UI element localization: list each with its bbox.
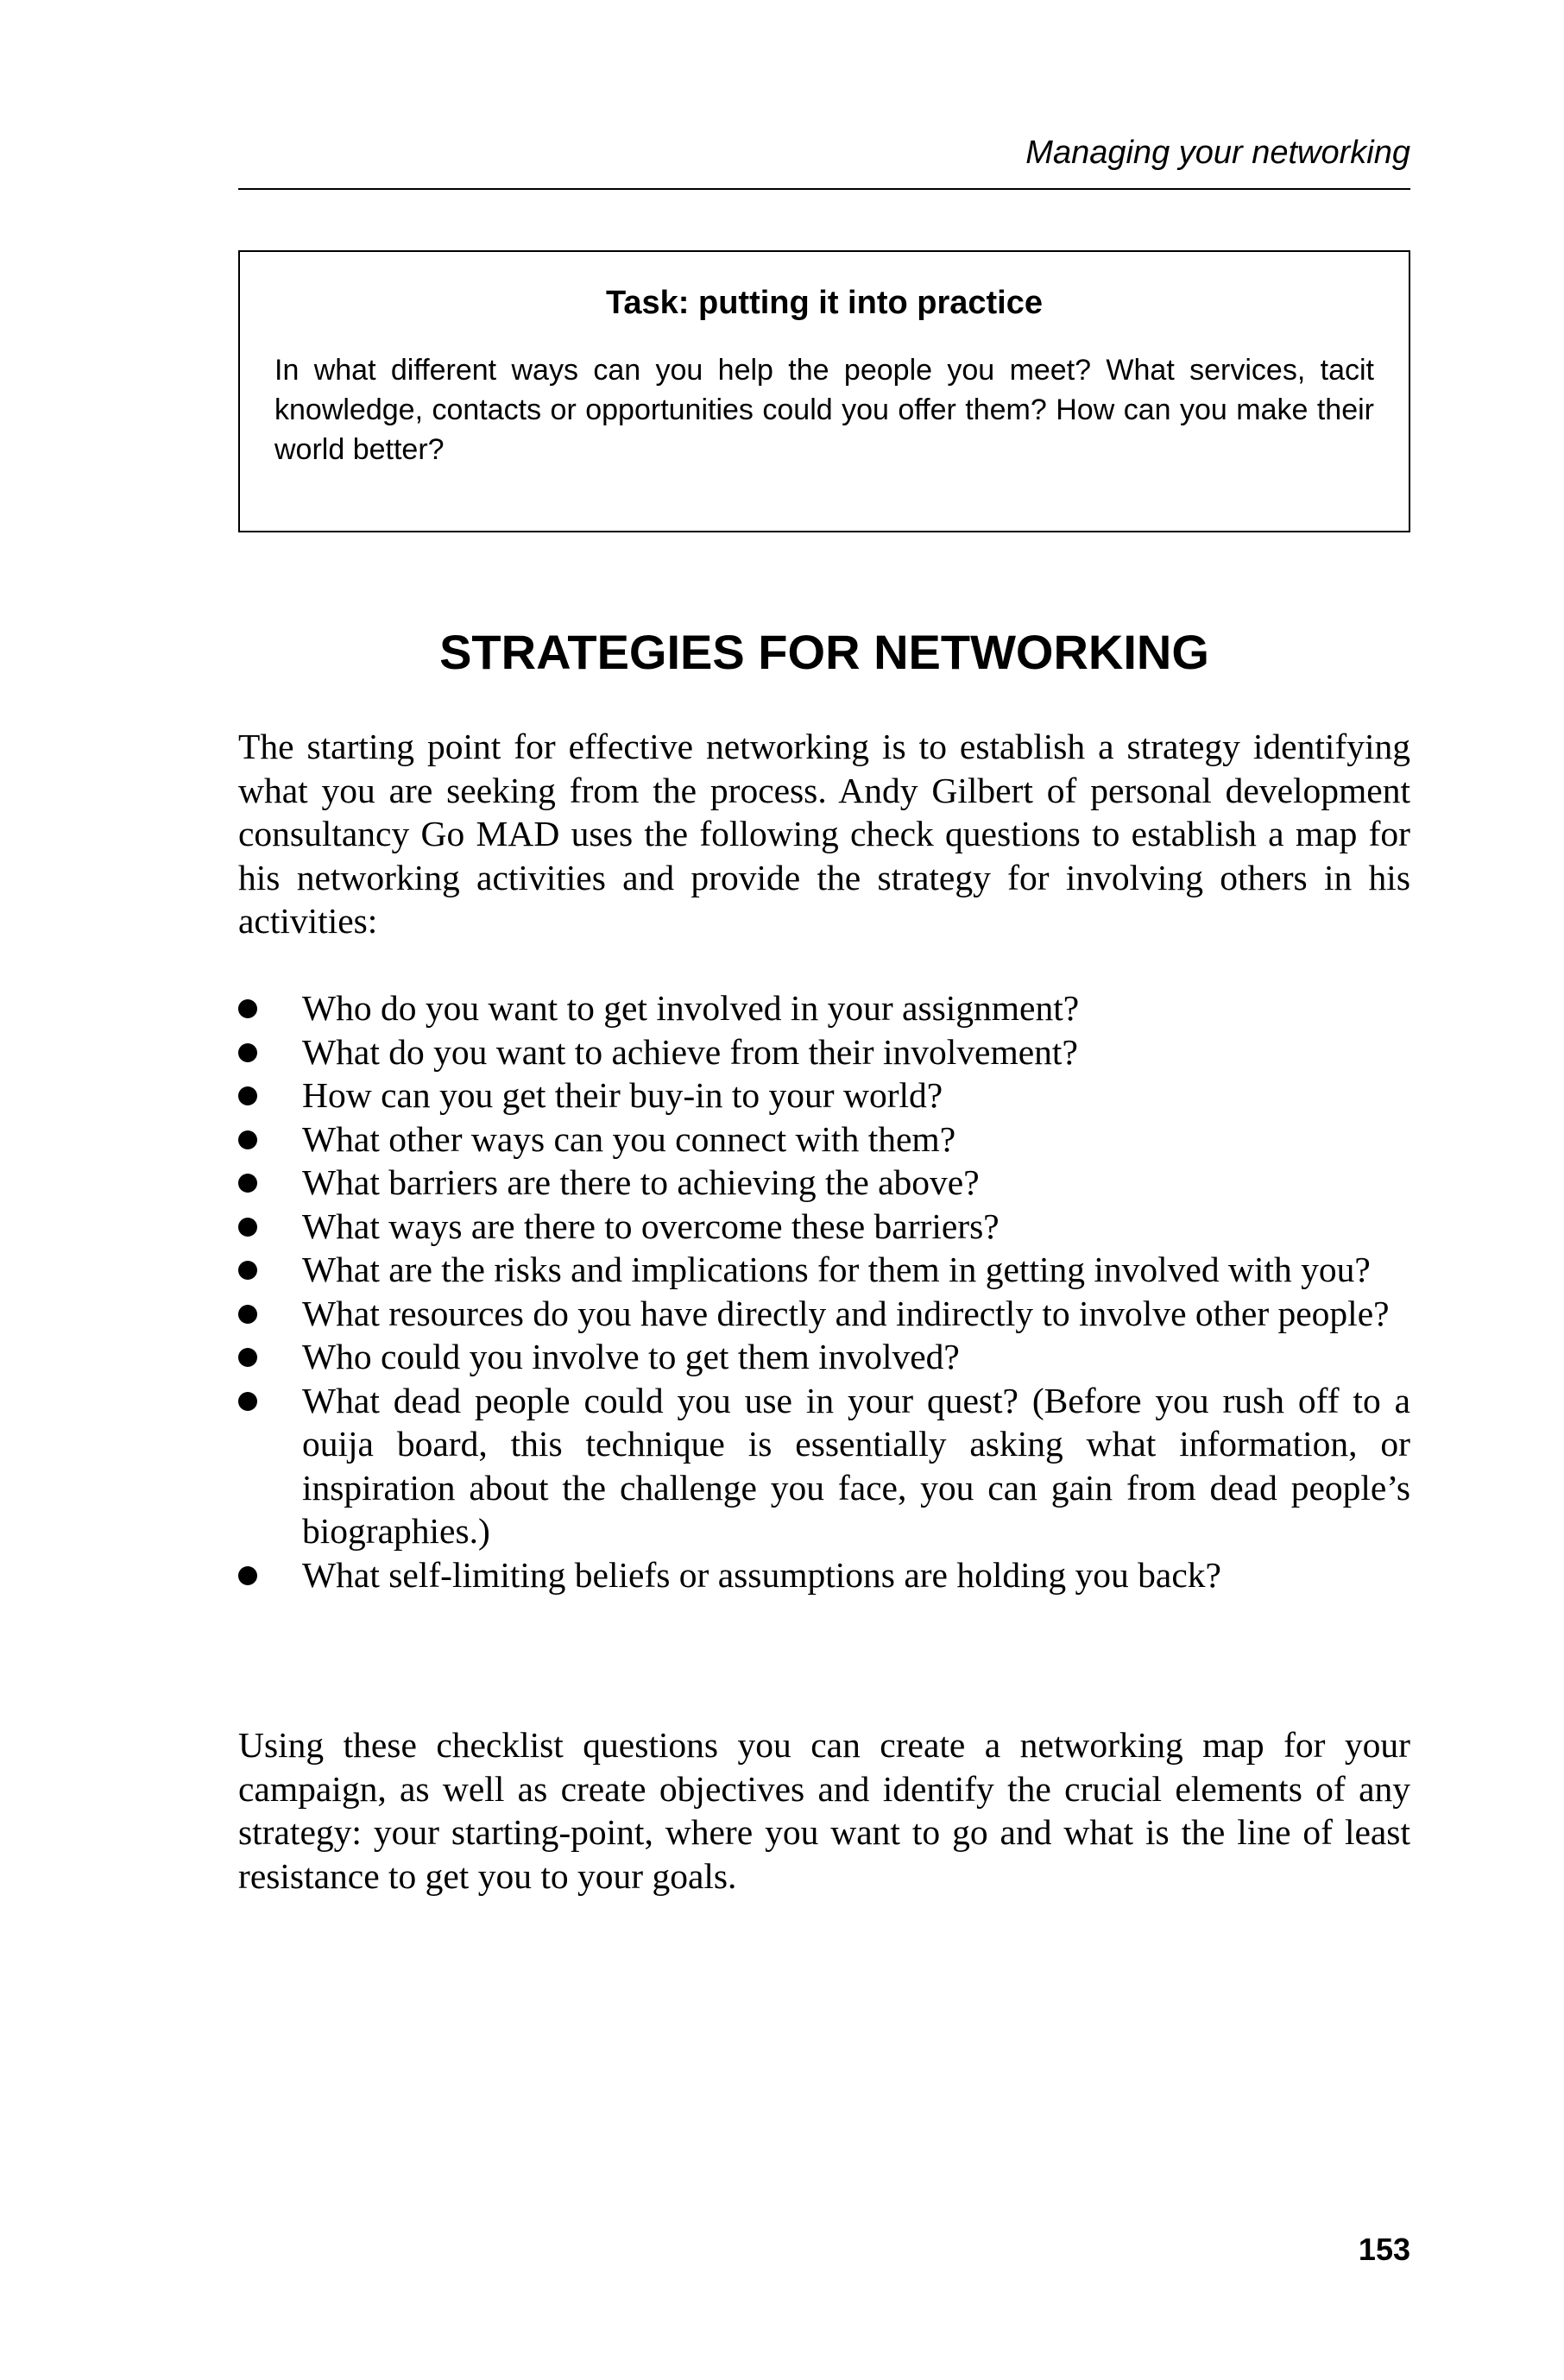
bullet-icon (238, 1348, 257, 1367)
bullet-icon (238, 1086, 257, 1105)
list-item-text: Who could you involve to get them involved? (302, 1337, 960, 1376)
list-item-text: How can you get their buy-in to your world? (302, 1075, 943, 1115)
bullet-icon (238, 1174, 257, 1193)
list-item-text: What are the risks and implications for them in getting involved with you? (302, 1250, 1371, 1289)
task-title: Task: putting it into practice (606, 285, 1043, 321)
list-item-text: What other ways can you connect with them? (302, 1118, 956, 1159)
list-item-text: What self-limiting beliefs or assumptions are holding you back? (302, 1554, 1221, 1595)
bullet-icon (238, 1305, 257, 1324)
bullet-icon (238, 1130, 257, 1149)
bullet-icon (238, 1392, 257, 1411)
list-item (238, 1161, 1410, 1205)
task-box (238, 250, 1410, 532)
list-item-text: What ways are there to overcome these barriers? (302, 1206, 1000, 1246)
list-item (238, 986, 1410, 1030)
section-heading: STRATEGIES FOR NETWORKING (439, 625, 1209, 679)
list-item-text: What barriers are there to achieving the above? (302, 1162, 980, 1202)
intro-paragraph: The starting point for effective networking is to establish a strategy identifying what you are seeking from the process. Andy Gilbert of personal development consultancy Go MAD uses the following check questions to establish a map for his networking activities and provide the strategy for involving others in his activities: (238, 727, 1410, 941)
list-item (238, 1030, 1410, 1074)
bullet-icon (238, 1218, 257, 1237)
list-item (238, 1379, 1410, 1553)
list-item (238, 1248, 1410, 1292)
task-body: In what different ways can you help the people you meet? What services, tacit knowledge, contacts or opportunities could you offer them? How can you make their world better? (274, 354, 1374, 466)
bullet-icon (238, 1566, 257, 1585)
header-rule (238, 188, 1410, 190)
list-item-text: What resources do you have directly and indirectly to involve other people? (302, 1293, 1390, 1333)
page-number: 153 (1358, 2232, 1410, 2267)
list-item-text: Who do you want to get involved in your assignment? (302, 988, 1080, 1028)
list-item (238, 1118, 1410, 1162)
list-item (238, 1292, 1410, 1336)
running-header: Managing your networking (1025, 135, 1410, 171)
list-item (238, 1074, 1410, 1118)
list-item (238, 1335, 1410, 1379)
bullet-icon (238, 1261, 257, 1280)
question-list (238, 986, 1410, 1596)
list-item-text: What dead people could you use in your quest? (Before you rush off to a ouija board, this technique is essentially asking what information, or inspiration about the challenge you face, you can gain from dead people’s biographies.) (302, 1380, 1410, 1551)
list-item-text: What do you want to achieve from their involvement? (302, 1031, 1078, 1072)
closing-paragraph: Using these checklist questions you can create a networking map for your campaign, as well as create objectives and identify the crucial elements of any strategy: your starting-point, where you want to go and what is the line of least resistance to get you to your goals. (238, 1725, 1410, 1896)
bullet-icon (238, 1043, 257, 1062)
bullet-icon (238, 999, 257, 1018)
list-item (238, 1553, 1410, 1597)
list-item (238, 1205, 1410, 1249)
